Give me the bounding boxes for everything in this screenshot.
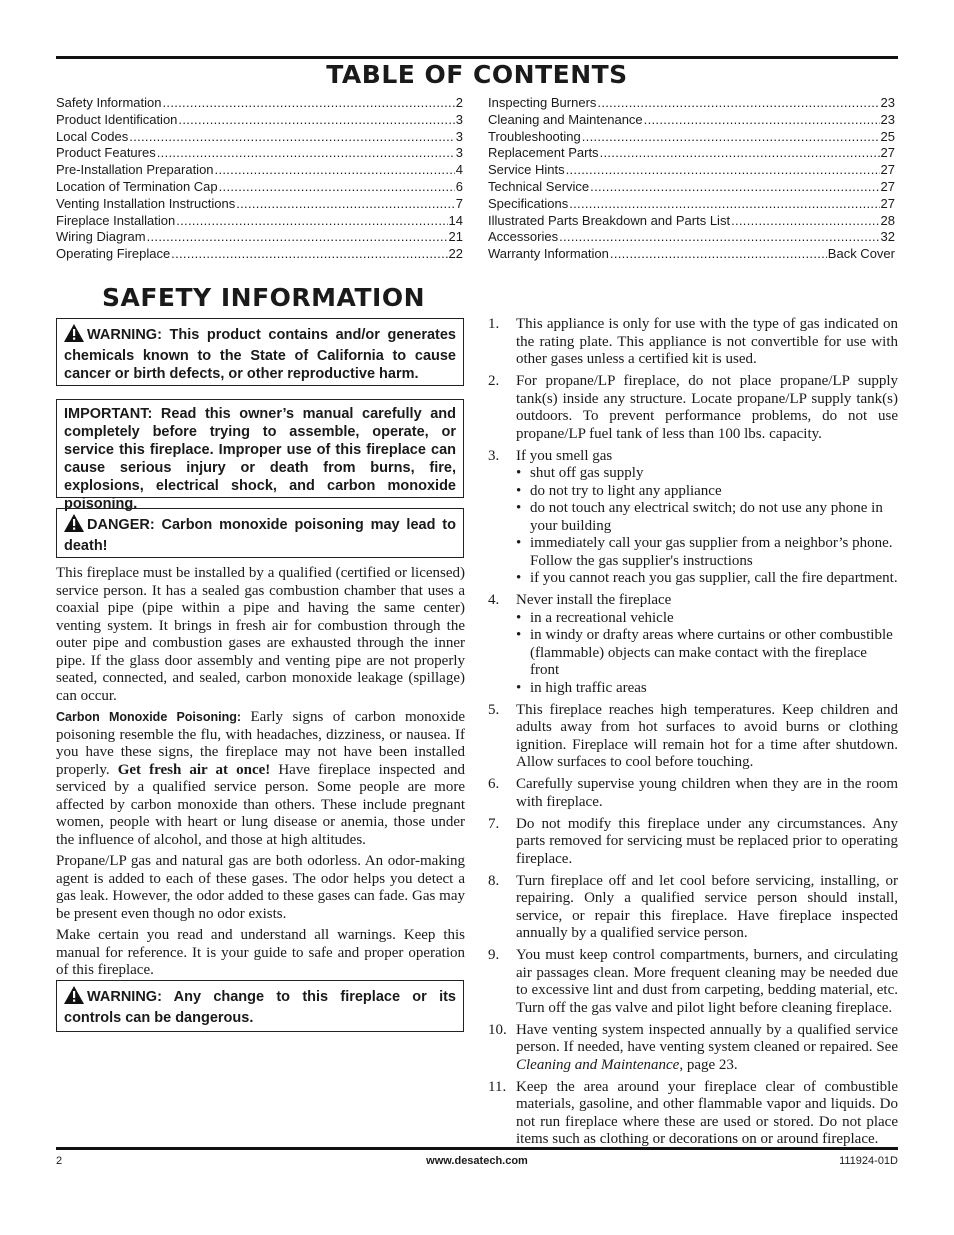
toc-entry-page: 23 [880,95,895,110]
toc-leader-dots [176,213,447,230]
bullet-text: if you cannot reach you gas supplier, call the fire department. [530,570,898,586]
toc-entry[interactable] [56,95,463,112]
co-paragraph [56,709,465,849]
list-item: 3. If you smell gas • shut off gas supply • do not try to light any appliance • do not touch any electrical switch; do not use any phone in your building • immediately call your gas supplier from a neighbor’s phone. Follow the gas supplier's instructions • if you cannot reach you gas supplier, call the fire department. [488,447,898,586]
toc-entry-page: 23 [880,111,895,127]
danger-box [56,508,464,558]
toc-leader-dots [178,112,454,129]
top-rule [56,56,898,59]
footer-doc-number: 111924-01D [839,1155,898,1167]
toc-entry-page: 32 [880,229,895,245]
cross-reference: Cleaning and Maintenance [516,1056,680,1073]
list-item: 9. You must keep control compartments, burners, and circulating air passages clean. More frequent cleaning may be needed due to excessive lint and dust from carpeting, bedding material, etc. Turn off the gas valve and pilot light before cleaning fireplace. [488,947,898,1016]
read-paragraph: Make certain you read and understand all warnings. Keep this manual for reference. It is your guide to safe and proper operation of this fireplace. [56,927,465,978]
toc-leader-dots [582,129,880,146]
toc-right-column [488,95,895,263]
list-item-text: If you smell gas [516,447,613,464]
toc-leader-dots [731,213,879,230]
footer-url: www.desatech.com [426,1155,528,1167]
toc-leader-dots [236,196,455,213]
toc-entry-label: Technical Service [488,178,590,194]
toc-entry[interactable] [56,129,463,146]
toc-entry[interactable] [488,229,895,246]
toc-entry-label: Cleaning and Maintenance [488,111,643,127]
toc-entry[interactable] [56,229,463,246]
toc-leader-dots [644,112,880,129]
toc-entry[interactable] [488,145,895,162]
toc-title: TABLE OF CONTENTS [326,60,628,89]
toc-entry[interactable] [56,246,463,263]
toc-entry-label: Troubleshooting [488,128,581,144]
list-item: 7. Do not modify this fireplace under any circumstances. Any parts removed for servicing must be replaced prior to operating fireplace. [488,815,898,867]
toc-entry-page: 3 [455,128,463,144]
toc-entry[interactable] [488,213,895,230]
toc-leader-dots [559,229,879,246]
toc-entry[interactable] [56,213,463,230]
bullet-item [516,570,898,588]
toc-entry-page: 22 [448,246,463,262]
bullet-item [516,535,898,570]
co-text-b: Have fireplace inspected and serviced by a qualified service person. Some people are more affected by carbon monoxide than others. These include pregnant women, people with heart or lung disease or anemia, those under the influence of alcohol, and those at high altitudes. [56,761,465,848]
toc-entry-page: 7 [455,195,463,211]
bullet-icon: • [516,570,522,586]
list-item: 11. Keep the area around your fireplace clear of combustible materials, gasoline, and other flammable vapor and liquids. Do not run fireplace where these are used or stored. Do not place items such as clothing or decorations on or around fireplace. [488,1078,898,1147]
toc-entry-label: Product Features [56,145,156,161]
toc-entry-label: Pre-Installation Preparation [56,162,214,178]
toc-entry[interactable] [488,179,895,196]
toc-entry-label: Wiring Diagram [56,229,146,245]
list-item: 4. Never install the fireplace • in a recreational vehicle • in windy or drafty areas where curtains or other combustible (flammable) objects can make contact with the fireplace front • in high traffic areas [488,592,898,697]
toc-entry-label: Replacement Parts [488,145,599,161]
toc-entry[interactable] [488,196,895,213]
warning-triangle-icon [64,514,84,537]
list-item-text: Never install the fireplace [516,592,672,608]
bullet-text: do not touch any electrical switch; do not use any phone in your building [530,500,883,534]
list-item: 8. Turn fireplace off and let cool before servicing, installing, or repairing. Only a qualified service person should install, service, or repair this fireplace. Have fireplace inspected annually by a qualified service person. [488,872,898,941]
toc-entry[interactable] [56,145,463,162]
toc-entry-page: 2 [455,95,463,110]
section-title: SAFETY INFORMATION [102,283,425,312]
co-label: Carbon Monoxide Poisoning: [56,710,242,724]
toc-leader-dots [569,196,879,213]
toc-entry-page: 14 [448,212,463,228]
warning-box-california [56,318,464,386]
toc-entry-page: 3 [455,111,463,127]
toc-leader-dots [157,145,455,162]
bullet-text: in a recreational vehicle [530,609,674,626]
bullet-item [516,680,898,698]
toc-entry-label: Venting Installation Instructions [56,195,236,211]
odor-paragraph: Propane/LP gas and natural gas are both odorless. An odor-making agent is added to each of these gases. The odor helps you detect a gas leak. However, the odor added to these gases can fade. Gas may be present even though no odor exists. [56,853,465,922]
co-text-a: Early signs of carbon monoxide poisoning resemble the flu, with headaches, dizziness, or nausea. If you have these signs, the fireplace may not have been installed properly. [56,709,466,778]
toc-leader-dots [219,179,455,196]
bullet-icon: • [516,627,522,643]
bullet-text: in windy or drafty areas where curtains or other combustible (flammable) objects can make contact with the fireplace front [530,627,893,678]
list-item: 1. This appliance is only for use with the type of gas indicated on the rating plate. This appliance is not convertible for use with other gases unless a certified kit is used. [488,316,898,367]
bullet-text: immediately call your gas supplier from a neighbor’s phone. Follow the gas supplier's instructions [530,535,893,569]
toc-entry[interactable] [56,162,463,179]
toc-entry-page: 21 [448,229,463,245]
bullet-icon: • [516,535,522,551]
bullet-item [516,627,898,680]
toc-entry-page: 27 [880,162,895,178]
toc-entry[interactable] [488,162,895,179]
bullet-item [516,465,898,483]
danger-text: DANGER: Carbon monoxide poisoning may lead to death! [64,517,456,554]
list-item: 10. Have venting system inspected annually by a qualified service person. If needed, have venting system cleaned or repaired. See Cleaning and Maintenance, page 23. [488,1021,898,1073]
toc-leader-dots [147,229,448,246]
bullet-item [516,483,898,501]
toc-entry-page: 28 [880,212,895,228]
list-item: 6. Carefully supervise young children when they are in the room with fireplace. [488,776,898,810]
warning-california-text: WARNING: This product contains and/or generates chemicals known to the State of California to cause cancer or birth defects, or other reproductive harm. [64,327,456,382]
toc-leader-dots [163,95,455,112]
toc-entry-label: Operating Fireplace [56,246,171,262]
list-item: 2. For propane/LP fireplace, do not place propane/LP supply tank(s) inside any structure. Locate propane/LP supply tank(s) outdoors. To prevent performance problems, do not use propane/LP fuel tank of less than 100 lbs. capacity. [488,373,898,442]
toc-entry-label: Service Hints [488,162,565,178]
important-box [56,399,464,512]
toc-entry-label: Product Identification [56,111,178,127]
toc-entry[interactable] [56,112,463,129]
toc-entry-label: Illustrated Parts Breakdown and Parts List [488,212,731,228]
toc-entry-page: 6 [455,178,463,194]
bullet-text: do not try to light any appliance [530,482,722,499]
toc-leader-dots [129,129,454,146]
bullet-icon: • [516,482,522,499]
toc-entry-label: Fireplace Installation [56,212,176,228]
bullet-icon: • [516,465,522,481]
important-text: IMPORTANT: Read this owner’s manual carefully and completely before trying to assemble, operate, or service this fireplace. Improper use of this fireplace can cause serious injury or death from burns, fire, explosions, electrical shock, and carbon monoxide poisoning. [64,406,456,512]
warning-box-modify [56,980,464,1032]
toc-entry-page: 3 [455,145,463,161]
toc-entry-label: Location of Termination Cap [56,178,218,194]
toc-leader-dots [215,162,455,179]
toc-entry[interactable] [56,196,463,213]
toc-entry[interactable] [488,95,895,112]
bullet-icon: • [516,609,522,626]
safety-numbered-list [488,316,898,1153]
co-bold: Get fresh air at once! [117,761,271,778]
toc-left-column [56,95,463,263]
bullet-icon: • [516,679,522,696]
toc-entry-label: Safety Information [56,95,162,110]
toc-entry-page: 27 [880,145,895,161]
warning-modify-text: WARNING: Any change to this fireplace or its controls can be dangerous. [64,989,456,1026]
toc-entry-label: Local Codes [56,128,129,144]
bullet-text: in high traffic areas [530,679,647,696]
toc-entry[interactable] [488,129,895,146]
warning-triangle-icon [64,324,84,347]
footer-page-number: 2 [56,1155,63,1167]
bottom-rule [56,1147,898,1150]
list-item: 5. This fireplace reaches high temperatures. Keep children and adults away from hot surfaces to avoid burns or clothing ignition. Fireplace will remain hot for a time after shutdown. Allow surfaces to cool before touching. [488,701,898,770]
install-paragraph: This fireplace must be installed by a qualified (certified or licensed) service person. It has a sealed gas combustion chamber that uses a coaxial pipe (pipe within a pipe and having the same center) venting system. It brings in fresh air for combustion through the outer pipe and combustion gases are exhausted through the inner pipe. If the glass door assembly and venting pipe are not properly seated, connected, and sealed, carbon monoxide leakage (spillage) can occur. [56,565,465,704]
bullet-item [516,610,898,628]
toc-leader-dots [566,162,880,179]
toc-entry-label: Accessories [488,229,559,245]
toc-leader-dots [590,179,879,196]
toc-leader-dots [600,145,880,162]
bullet-icon: • [516,500,522,516]
toc-leader-dots [610,246,827,263]
toc-entry-page: 27 [880,178,895,194]
toc-leader-dots [171,246,447,263]
toc-entry-page: 27 [880,195,895,211]
safety-body-left [56,565,465,984]
toc-entry-label: Specifications [488,195,569,211]
toc-entry[interactable] [56,179,463,196]
bullet-text: shut off gas supply [530,465,644,481]
toc-leader-dots [597,95,879,112]
toc-entry[interactable] [488,112,895,129]
bullet-item [516,500,898,535]
toc-entry-label: Inspecting Burners [488,95,597,110]
warning-triangle-icon [64,986,84,1009]
toc-entry[interactable] [488,246,895,263]
toc-entry-page: Back Cover [827,246,895,262]
toc-entry-page: 4 [455,162,463,178]
toc-entry-page: 25 [880,128,895,144]
toc-entry-label: Warranty Information [488,246,609,262]
